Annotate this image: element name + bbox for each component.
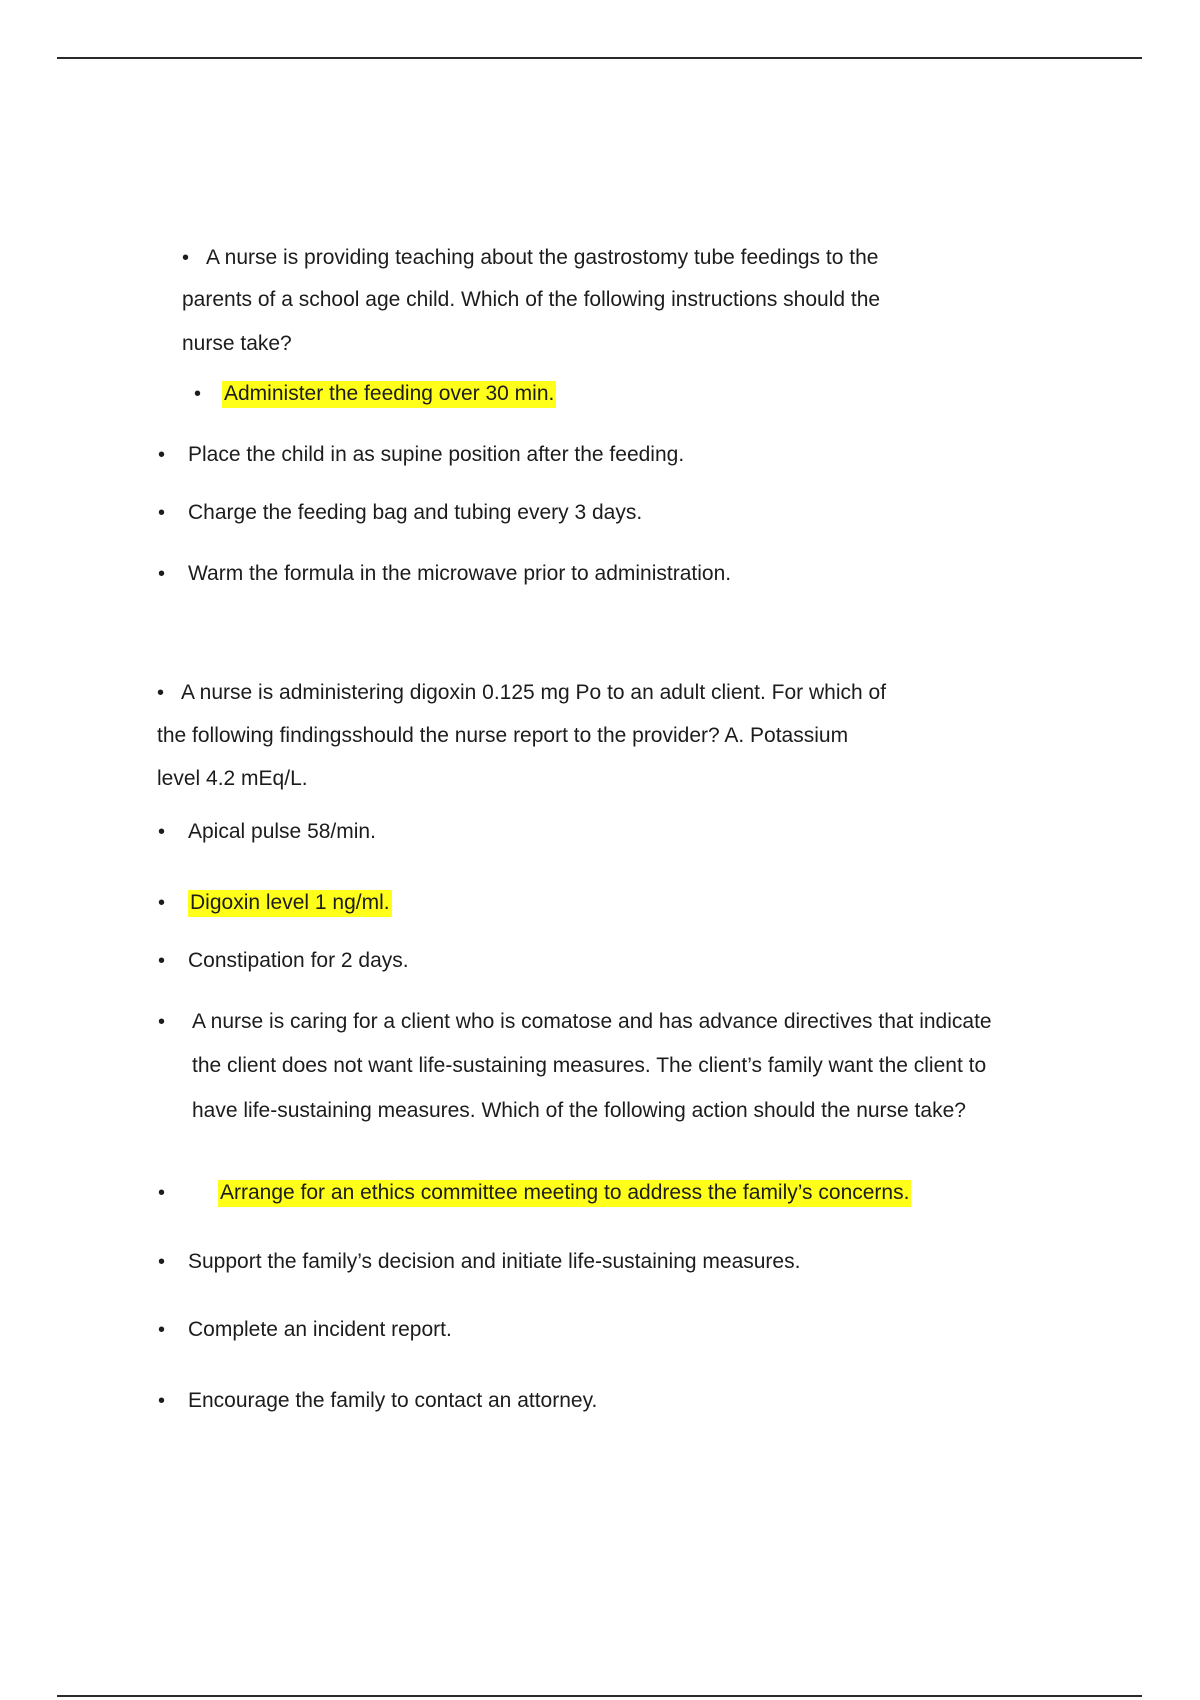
question-stem-line: level 4.2 mEq/L. (157, 767, 308, 790)
answer-option-highlighted (218, 1179, 911, 1207)
header-rule (57, 57, 1142, 59)
answer-option: Warm the formula in the microwave prior to administration. (188, 562, 732, 585)
answer-option-highlighted (222, 380, 556, 408)
footer-rule (57, 1695, 1142, 1697)
bullet-icon: • (158, 1251, 166, 1273)
question-stem-line: parents of a school age child. Which of the following instructions should the (182, 288, 881, 311)
bullet-icon: • (158, 1011, 166, 1033)
bullet-icon: • (158, 444, 166, 466)
answer-option-highlighted (188, 889, 392, 917)
answer-option: Place the child in as supine position after the feeding. (188, 443, 685, 466)
highlighted-answer: Digoxin level 1 ng/ml. (188, 890, 392, 917)
question-stem-line: A nurse is caring for a client who is comatose and has advance directives that indicate (192, 1010, 992, 1033)
bullet-icon: • (158, 1390, 166, 1412)
answer-option: Apical pulse 58/min. (188, 820, 376, 843)
highlighted-answer: Administer the feeding over 30 min. (222, 381, 556, 408)
question-stem-line: A nurse is providing teaching about the gastrostomy tube feedings to the (206, 246, 879, 269)
question-stem-line: A nurse is administering digoxin 0.125 mg Po to an adult client. For which of (181, 681, 887, 704)
answer-option: Charge the feeding bag and tubing every 3 days. (188, 501, 643, 524)
bullet-icon: • (158, 892, 166, 914)
answer-option: Constipation for 2 days. (188, 949, 409, 972)
bullet-icon: • (158, 950, 166, 972)
bullet-icon: • (158, 821, 166, 843)
question-stem-line: the following findingsshould the nurse report to the provider? A. Potassium (157, 724, 849, 747)
highlighted-answer: Arrange for an ethics committee meeting to address the family’s concerns. (218, 1180, 911, 1207)
bullet-icon: • (158, 563, 166, 585)
bullet-icon: • (158, 1182, 166, 1204)
answer-option: Encourage the family to contact an attorney. (188, 1389, 598, 1412)
bullet-icon: • (194, 383, 202, 405)
answer-option: Support the family’s decision and initiate life-sustaining measures. (188, 1250, 801, 1273)
question-stem-line: have life-sustaining measures. Which of the following action should the nurse take? (192, 1099, 966, 1122)
answer-option: Complete an incident report. (188, 1318, 452, 1341)
question-stem-line: the client does not want life-sustaining measures. The client’s family want the client to (192, 1054, 987, 1077)
bullet-icon: • (158, 502, 166, 524)
bullet-icon: • (158, 1319, 166, 1341)
bullet-icon: • (182, 247, 190, 269)
bullet-icon: • (157, 682, 165, 704)
question-stem-line: nurse take? (182, 332, 292, 355)
